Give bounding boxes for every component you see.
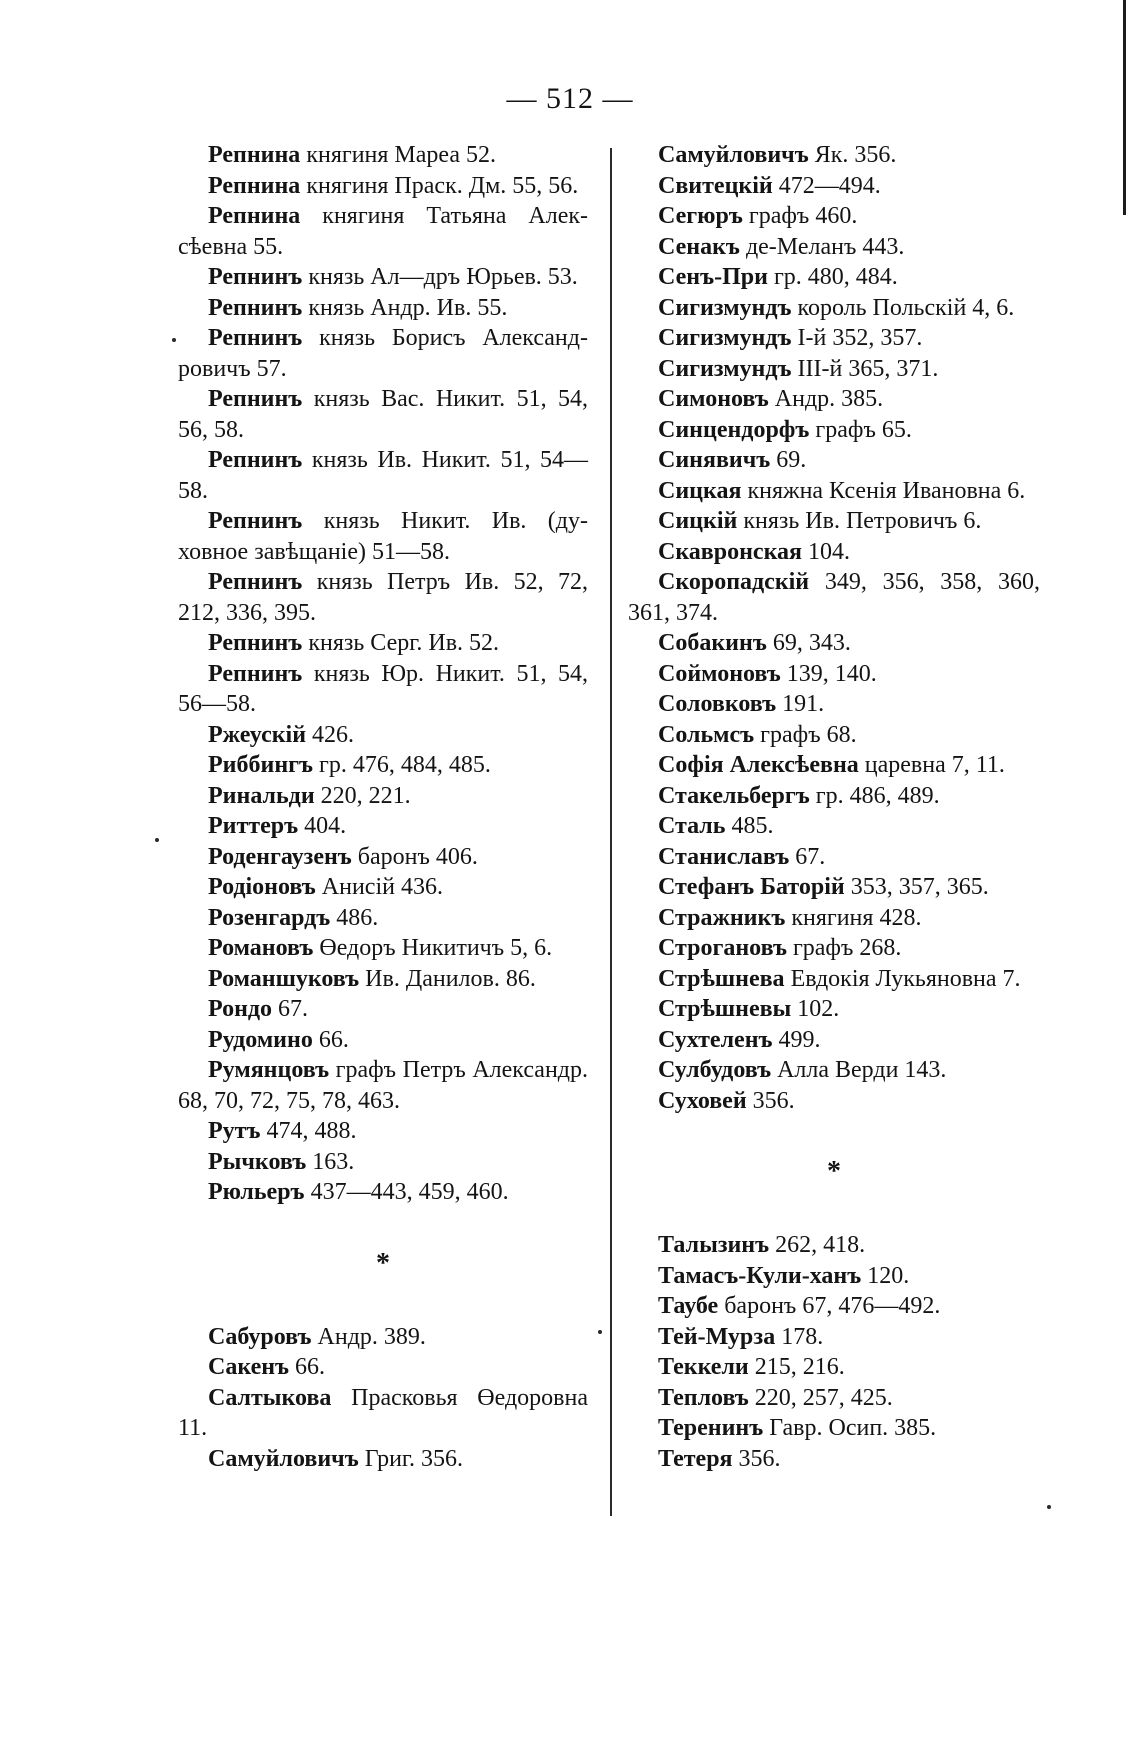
entry-name: Сицкій [658, 508, 738, 534]
entry-references: 353, 357, 365. [850, 874, 989, 900]
entry-references: 215, 216. [754, 1354, 845, 1380]
entry-name: Стрѣшневы [658, 996, 792, 1022]
entry-references: 139, 140. [786, 660, 877, 687]
index-entry [628, 1055, 1040, 1086]
entry-name: Ржеускій [208, 721, 307, 748]
entry-name: Станиславъ [658, 843, 790, 870]
index-entry [628, 872, 1040, 903]
entry-references: княгиня Татьяна Алексѣевна 55. [178, 203, 589, 260]
entry-references: Гавр. Осип. 385. [769, 1415, 937, 1441]
entry-name: Сольмсъ [658, 721, 755, 748]
index-entry [628, 994, 1040, 1025]
index-entry [178, 171, 588, 202]
index-entry [628, 781, 1040, 812]
entry-references: баронъ 67, 476—492. [724, 1293, 941, 1319]
index-entry [178, 1147, 588, 1178]
entry-references: гр. 480, 484. [773, 264, 898, 290]
print-speck [172, 338, 176, 342]
entry-references: князь Петръ Ив. 52, 72, 212, 336, 395. [178, 569, 588, 626]
entry-name: Рудомино [208, 1026, 313, 1053]
entry-name: Сакенъ [208, 1354, 290, 1380]
entry-references: графъ 65. [815, 416, 912, 443]
entry-name: Рондо [208, 996, 273, 1022]
entry-references: 220, 257, 425. [754, 1384, 893, 1411]
entry-references: Евдокія Лукьяновна 7. [790, 965, 1021, 992]
entry-references: Өедоръ Никитичъ 5, 6. [319, 935, 553, 961]
entry-list [628, 1230, 1040, 1474]
entry-references: 486. [336, 904, 379, 931]
entry-name: Сталь [658, 813, 726, 839]
print-speck [155, 838, 159, 842]
entry-references: Прасковья Өедоровна 11. [178, 1384, 588, 1441]
index-entry [178, 262, 588, 293]
index-entry [628, 1230, 1040, 1261]
entry-references: ІІІ-й 365, 371. [797, 355, 939, 382]
entry-references: Анисій 436. [321, 874, 443, 900]
entry-references: князь Борисъ Александровичъ 57. [178, 325, 588, 382]
index-entry [628, 1291, 1040, 1322]
index-entry [178, 750, 588, 781]
entry-name: Рутъ [208, 1118, 261, 1144]
page-number: — 512 — [506, 82, 634, 115]
entry-references: 163. [312, 1148, 355, 1175]
entry-name: Соймоновъ [658, 660, 781, 687]
index-entry [178, 445, 588, 506]
entry-name: Стефанъ Баторій [658, 874, 845, 900]
column-divider [610, 148, 612, 1516]
entry-references: де-Меланъ 443. [745, 233, 905, 260]
entry-name: Репнинъ [208, 630, 303, 656]
entry-references: 69, 343. [772, 630, 851, 656]
entry-references: князь Серг. Ив. 52. [308, 630, 500, 656]
entry-references: Ив. Данилов. 86. [365, 965, 536, 992]
entry-references: гр. 476, 484, 485. [319, 752, 491, 778]
entry-references: царевна 7, 11. [864, 752, 1005, 778]
entry-references: князь Ив. Петровичъ 6. [743, 508, 982, 534]
index-entry [178, 567, 588, 628]
entry-name: Романшуковъ [208, 965, 360, 992]
entry-name: Роденгаузенъ [208, 843, 352, 870]
entry-name: Рычковъ [208, 1148, 307, 1175]
entry-references: 474, 488. [266, 1118, 357, 1144]
entry-name: Самуйловичъ [208, 1445, 359, 1472]
index-column-right [628, 140, 1040, 1474]
entry-name: Скоропадскій [658, 569, 810, 595]
entry-name: Сицкая [658, 477, 742, 504]
entry-references: графъ 460. [748, 203, 858, 229]
entry-name: Таубе [658, 1293, 719, 1319]
entry-name: Риттеръ [208, 813, 299, 839]
entry-name: Репнинъ [208, 508, 303, 534]
entry-name: Стакельбергъ [658, 782, 810, 809]
index-entry [178, 720, 588, 751]
entry-name: Репнинъ [208, 569, 303, 595]
index-entry [178, 506, 588, 567]
index-entry [178, 933, 588, 964]
entry-name: Собакинъ [658, 630, 767, 656]
entry-references: 356. [752, 1087, 795, 1114]
entry-references: 67. [795, 843, 826, 870]
entry-references: князь Ив. Никит. 51, 54—58. [178, 447, 589, 504]
entry-references: 220, 221. [320, 782, 411, 809]
index-entry [628, 384, 1040, 415]
entry-references: 437—443, 459, 460. [310, 1179, 509, 1205]
entry-name: Сухтеленъ [658, 1026, 773, 1053]
index-entry [628, 1444, 1040, 1475]
index-entry [628, 1413, 1040, 1444]
entry-references: графъ 268. [792, 935, 902, 961]
entry-references: Григ. 356. [364, 1445, 464, 1472]
entry-references: 67. [278, 996, 309, 1022]
index-entry [628, 323, 1040, 354]
entry-name: Стражникъ [658, 904, 786, 931]
entry-name: Репнинъ [208, 447, 303, 473]
entry-name: Самуйловичъ [658, 142, 809, 168]
index-entry [178, 842, 588, 873]
index-entry [628, 1352, 1040, 1383]
entry-name: Теккели [658, 1354, 749, 1380]
index-entry [178, 140, 588, 171]
index-entry [628, 903, 1040, 934]
index-entry [628, 567, 1040, 628]
index-entry [628, 415, 1040, 446]
entry-references: І-й 352, 357. [797, 325, 923, 351]
entry-name: Синявичъ [658, 447, 771, 473]
index-entry [178, 1055, 588, 1116]
entry-references: гр. 486, 489. [815, 782, 940, 809]
index-entry [628, 689, 1040, 720]
index-entry [178, 628, 588, 659]
entry-references: 404. [304, 813, 347, 839]
entry-list [178, 140, 588, 1208]
entry-references: Андр. 385. [774, 386, 884, 412]
entry-name: Репнинъ [208, 294, 303, 321]
index-entry [178, 811, 588, 842]
index-entry [628, 1322, 1040, 1353]
entry-name: Риббингъ [208, 752, 314, 778]
entry-references: 69. [776, 447, 807, 473]
index-entry [178, 1444, 588, 1475]
index-column-left [178, 140, 588, 1474]
entry-name: Сулбудовъ [658, 1057, 772, 1083]
index-entry [628, 811, 1040, 842]
entry-references: 426. [312, 721, 355, 748]
entry-name: Сигизмундъ [658, 325, 792, 351]
entry-name: Суховей [658, 1087, 747, 1114]
entry-name: Стрѣшнева [658, 965, 785, 992]
entry-name: Репнина [208, 203, 301, 229]
print-speck [1047, 1505, 1051, 1509]
entry-references: графъ Петръ Александр. 68, 70, 72, 75, 78, 463. [178, 1057, 588, 1114]
entry-name: Синцендорфъ [658, 416, 810, 443]
entry-name: Сабуровъ [208, 1323, 312, 1350]
entry-name: Романовъ [208, 935, 314, 961]
entry-name: Строгановъ [658, 935, 787, 961]
index-entry [628, 537, 1040, 568]
entry-name: Репнинъ [208, 325, 303, 351]
entry-name: Репнина [208, 142, 301, 168]
entry-references: 349, 356, 358, 360, 361, 374. [628, 569, 1041, 626]
entry-references: княжна Ксенія Ивановна 6. [747, 477, 1026, 504]
index-entry [178, 384, 588, 445]
entry-name: Тей-Мурза [658, 1323, 776, 1350]
entry-references: княгиня 428. [791, 904, 922, 931]
index-entry [628, 628, 1040, 659]
entry-references: 191. [782, 691, 825, 717]
index-entry [628, 140, 1040, 171]
entry-references: 66. [295, 1354, 326, 1380]
section-separator: * [376, 1247, 390, 1279]
section-separator: * [827, 1156, 841, 1187]
entry-references: 472—494. [778, 172, 881, 199]
index-entry [178, 1177, 588, 1208]
entry-references: Алла Верди 143. [777, 1057, 947, 1083]
index-entry [178, 1383, 588, 1444]
entry-name: Розенгардъ [208, 904, 331, 931]
entry-references: князь Никит. Ив. (духовное завѣщаніе) 51—58. [178, 508, 588, 565]
entry-list [178, 1322, 588, 1475]
entry-references: 178. [781, 1323, 824, 1350]
index-entry [178, 964, 588, 995]
index-entry [628, 1086, 1040, 1117]
entry-references: 104. [808, 538, 851, 565]
entry-references: княгиня Мареа 52. [306, 142, 497, 168]
index-entry [178, 781, 588, 812]
entry-references: 120. [867, 1262, 910, 1289]
entry-name: Сигизмундъ [658, 355, 792, 382]
index-entry [628, 659, 1040, 690]
entry-name: Репнинъ [208, 660, 303, 687]
entry-references: 262, 418. [775, 1232, 866, 1258]
entry-name: Тепловъ [658, 1384, 749, 1411]
index-entry [178, 293, 588, 324]
index-entry [178, 323, 588, 384]
entry-name: Тетеря [658, 1445, 733, 1472]
entry-name: Сенъ-При [658, 264, 768, 290]
entry-references: Андр. 389. [317, 1323, 426, 1350]
entry-name: Репнинъ [208, 386, 303, 412]
entry-name: Свитецкій [658, 172, 773, 199]
entry-name: Салтыкова [208, 1384, 332, 1411]
entry-name: Родіоновъ [208, 874, 316, 900]
index-entry [628, 354, 1040, 385]
entry-references: 356. [738, 1445, 781, 1472]
index-entry [628, 445, 1040, 476]
index-entry [628, 506, 1040, 537]
index-entry [178, 994, 588, 1025]
entry-name: Рюльеръ [208, 1179, 305, 1205]
index-entry [178, 903, 588, 934]
index-entry [628, 720, 1040, 751]
entry-references: князь Ал—дръ Юрьев. 53. [308, 264, 578, 290]
index-entry [178, 1322, 588, 1353]
index-entry [178, 201, 588, 262]
entry-name: Скавронская [658, 538, 803, 565]
entry-name: Симоновъ [658, 386, 769, 412]
index-entry [628, 964, 1040, 995]
index-entry [178, 1116, 588, 1147]
index-entry [628, 476, 1040, 507]
index-entry [628, 293, 1040, 324]
entry-references: 102. [797, 996, 840, 1022]
print-speck [598, 1330, 602, 1334]
entry-name: Соловковъ [658, 691, 777, 717]
entry-references: 66. [318, 1026, 349, 1053]
entry-references: князь Андр. Ив. 55. [308, 294, 508, 321]
index-entry [628, 1261, 1040, 1292]
entry-name: Сегюръ [658, 203, 743, 229]
entry-references: баронъ 406. [357, 843, 478, 870]
index-entry [628, 933, 1040, 964]
entry-references: князь Юр. Никит. 51, 54, 56—58. [178, 660, 589, 717]
entry-references: 485. [731, 813, 774, 839]
entry-name: Румянцовъ [208, 1057, 330, 1083]
entry-name: Сенакъ [658, 233, 740, 260]
index-entry [628, 262, 1040, 293]
entry-references: княгиня Праск. Дм. 55, 56. [306, 172, 579, 199]
entry-name: Софія Алексѣевна [658, 752, 859, 778]
index-entry [628, 232, 1040, 263]
index-entry [178, 872, 588, 903]
entry-name: Тамасъ-Кули-ханъ [658, 1262, 862, 1289]
entry-references: графъ 68. [760, 721, 857, 748]
entry-name: Теренинъ [658, 1415, 764, 1441]
entry-name: Репнинъ [208, 264, 303, 290]
index-entry [628, 171, 1040, 202]
entry-references: Як. 356. [814, 142, 897, 168]
entry-references: король Польскій 4, 6. [797, 294, 1015, 321]
entry-name: Талызинъ [658, 1232, 770, 1258]
entry-references: 499. [778, 1026, 821, 1053]
index-entry [628, 201, 1040, 232]
index-entry [628, 1383, 1040, 1414]
entry-name: Сигизмундъ [658, 294, 792, 321]
index-entry [628, 842, 1040, 873]
index-entry [178, 1352, 588, 1383]
index-entry [628, 1025, 1040, 1056]
index-entry [628, 750, 1040, 781]
entry-references: князь Вас. Никит. 51, 54, 56, 58. [178, 386, 588, 443]
index-entry [178, 1025, 588, 1056]
index-entry [178, 659, 588, 720]
entry-list [628, 140, 1040, 1116]
entry-name: Репнина [208, 172, 301, 199]
entry-name: Ринальди [208, 782, 315, 809]
